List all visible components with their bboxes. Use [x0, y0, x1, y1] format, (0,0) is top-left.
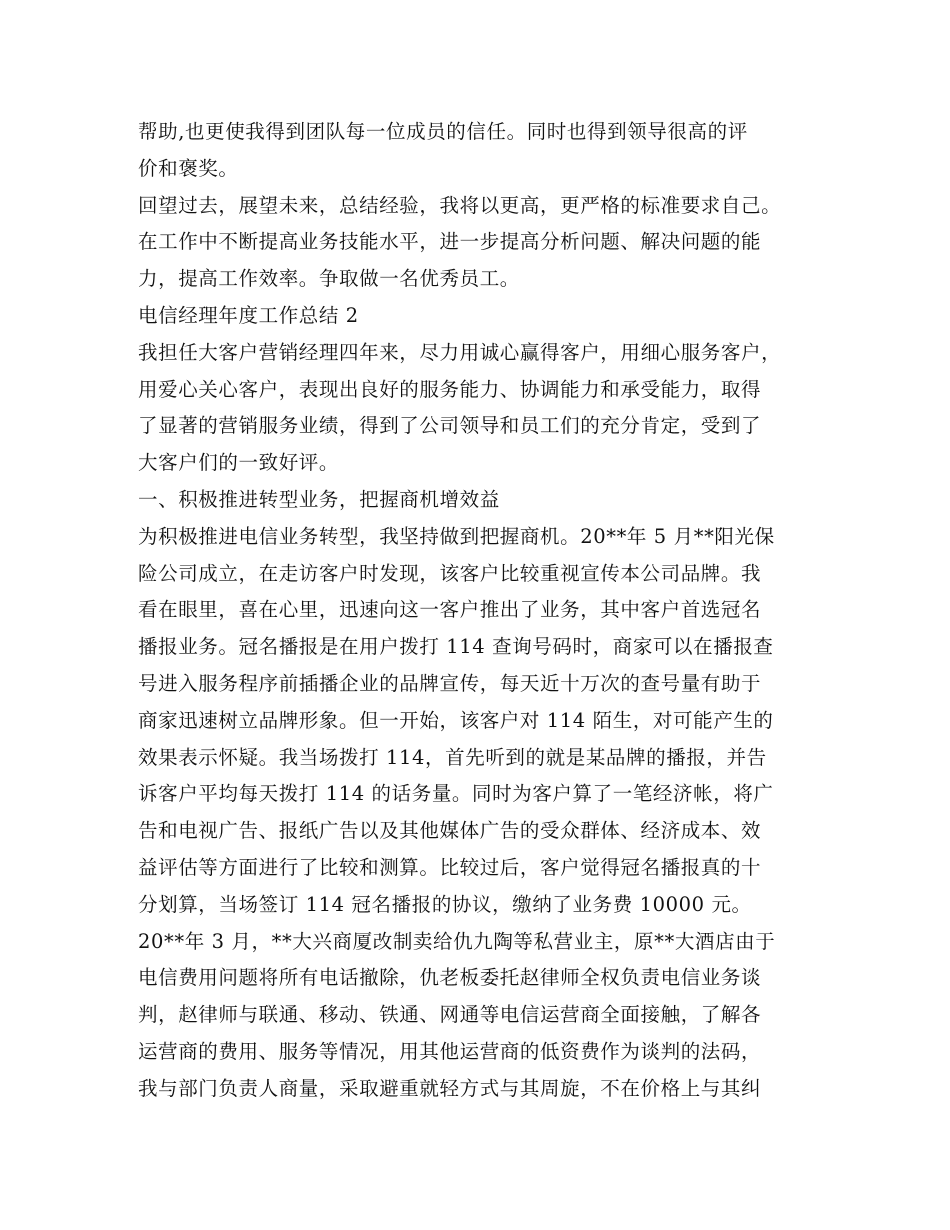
text-line: 险公司成立，在走访客户时发现，该客户比较重视宣传本公司品牌。我 — [138, 561, 762, 585]
document-body — [138, 114, 828, 1108]
text-line: 号进入服务程序前插播企业的品牌宣传，每天近十万次的查号量有助于 — [138, 671, 762, 695]
text-line: 我与部门负责人商量，采取避重就轻方式与其周旋，不在价格上与其纠 — [138, 1076, 762, 1100]
text-line: 运营商的费用、服务等情况，用其他运营商的低资费作为谈判的法码， — [138, 1039, 762, 1063]
text-line: 电信费用问题将所有电话撤除，仇老板委托赵律师全权负责电信业务谈 — [138, 966, 762, 990]
text-line: 帮助,也更使我得到团队每一位成员的信任。同时也得到领导很高的评 — [138, 120, 748, 143]
text-line: 看在眼里，喜在心里，迅速向这一客户推出了业务，其中客户首选冠名 — [138, 598, 762, 622]
text-line: 回望过去，展望未来，总结经验，我将以更高，更严格的标准要求自己。 — [138, 193, 782, 217]
text-line: 播报业务。冠名播报是在用户拨打 114 查询号码时，商家可以在播报查 — [138, 635, 774, 659]
subsection-heading: 一、积极推进转型业务，把握商机增效益 — [138, 487, 500, 511]
text-line: 价和褒奖。 — [138, 156, 239, 180]
text-line: 在工作中不断提高业务技能水平，进一步提高分析问题、解决问题的能 — [138, 230, 762, 254]
text-line: 益评估等方面进行了比较和测算。比较过后，客户觉得冠名播报真的十 — [138, 855, 762, 879]
text-line: 商家迅速树立品牌形象。但一开始，该客户对 114 陌生，对可能产生的 — [138, 708, 774, 732]
text-line: 了显著的营销服务业绩，得到了公司领导和员工们的充分肯定，受到了 — [138, 414, 762, 438]
text-line: 20**年 3 月，**大兴商厦改制卖给仇九陶等私营业主，原**大酒店由于 — [138, 929, 776, 953]
text-line: 为积极推进电信业务转型，我坚持做到把握商机。20**年 5 月**阳光保 — [138, 524, 775, 548]
text-line: 力，提高工作效率。争取做一名优秀员工。 — [138, 267, 520, 291]
text-line: 我担任大客户营销经理四年来，尽力用诚心赢得客户，用细心服务客户， — [138, 340, 782, 364]
section-title: 电信经理年度工作总结 2 — [138, 303, 359, 327]
text-line: 大客户们的一致好评。 — [138, 451, 340, 475]
text-line: 用爱心关心客户，表现出良好的服务能力、协调能力和承受能力，取得 — [138, 377, 762, 401]
text-line: 诉客户平均每天拨打 114 的话务量。同时为客户算了一笔经济帐，将广 — [138, 782, 774, 806]
text-line: 分划算，当场签订 114 冠名播报的协议，缴纳了业务费 10000 元。 — [138, 892, 752, 916]
text-line: 告和电视广告、报纸广告以及其他媒体广告的受众群体、经济成本、效 — [138, 819, 762, 843]
text-line: 判，赵律师与联通、移动、铁通、网通等电信运营商全面接触，了解各 — [138, 1003, 762, 1027]
text-line: 效果表示怀疑。我当场拨打 114，首先听到的就是某品牌的播报，并告 — [138, 745, 767, 769]
